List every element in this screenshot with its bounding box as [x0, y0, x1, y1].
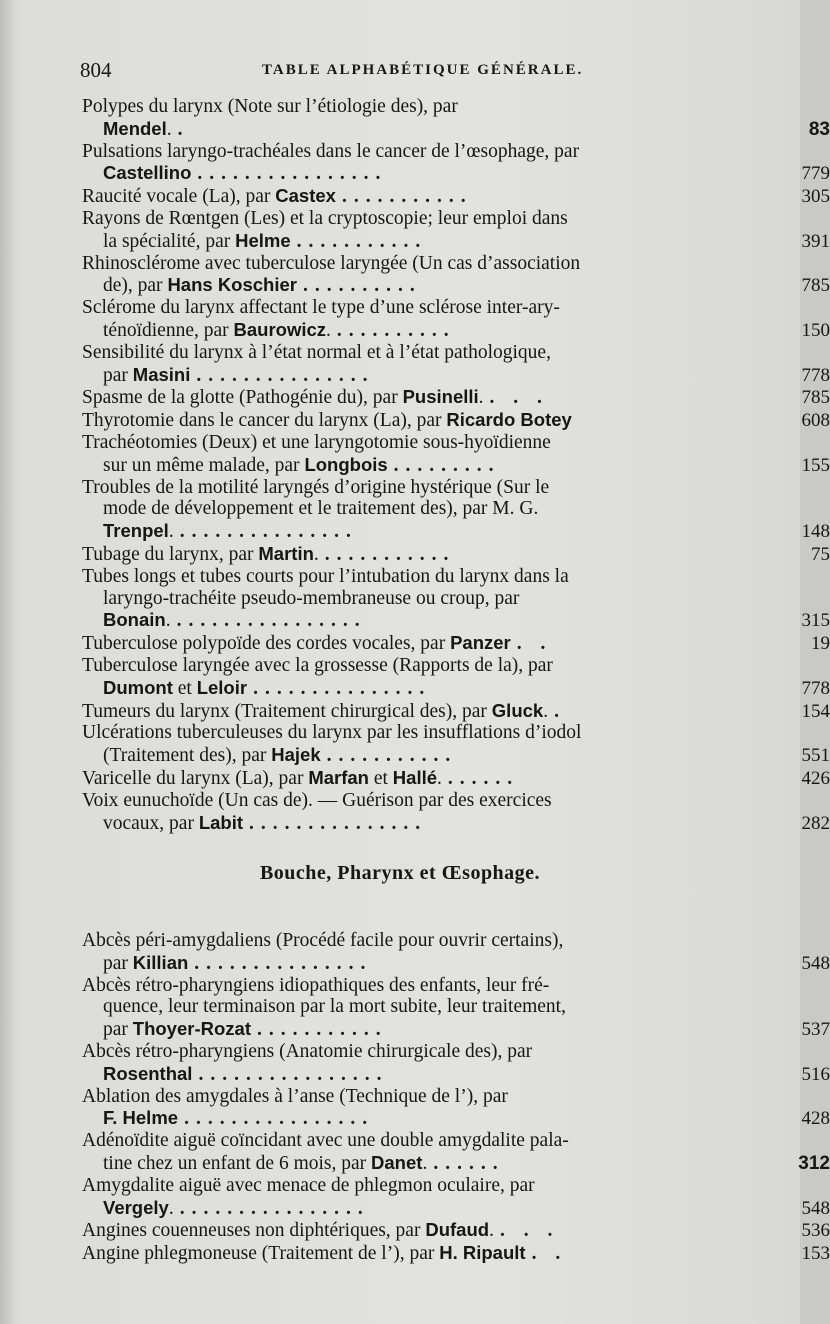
author-name: Labit — [198, 811, 244, 833]
index-entry — [82, 140, 830, 186]
leader-dots: ............... — [196, 364, 375, 386]
punctuation: . — [478, 387, 484, 409]
index-entry — [82, 789, 830, 835]
author-name: Danet — [371, 1151, 423, 1173]
entry-text: ténoïdienne, par — [103, 319, 234, 341]
entry-text-line — [82, 141, 714, 163]
punctuation: . — [489, 1220, 494, 1242]
entry-text: Polypes du larynx (Note sur l’étiologie des), par — [82, 96, 458, 117]
entry-text-line — [82, 1152, 714, 1175]
author-name: Masini — [132, 363, 191, 385]
entry-text: Tumeurs du larynx (Traitement chirurgical des), par — [82, 700, 492, 722]
author-name: Marfan — [308, 766, 369, 788]
index-entry — [82, 1130, 830, 1175]
page-reference: 785 — [801, 387, 830, 409]
leader-dots: . . . — [499, 1220, 560, 1242]
leader-dots: .......... — [302, 275, 422, 297]
author-name: Baurowicz — [233, 318, 327, 340]
entry-text-line — [82, 1219, 714, 1242]
index-entry — [82, 930, 830, 975]
entry-text-line — [82, 1041, 714, 1063]
index-entry — [82, 654, 830, 700]
index-entry — [82, 1040, 830, 1086]
entry-text: Sensibilité du larynx à l’état normal et à l’état pathologique, — [82, 341, 551, 363]
entry-text: Ulcérations tuberculeuses du larynx par les insufflations d’iodol — [82, 722, 582, 744]
entry-text-line — [82, 975, 714, 997]
index-entry — [82, 766, 830, 790]
entry-text: laryngo-trachéite pseudo-membraneuse ou croup, par — [103, 587, 520, 609]
author-name: Leloir — [196, 676, 248, 698]
entry-text-line — [82, 790, 714, 812]
index-entry — [82, 252, 830, 298]
leader-dots: ............... — [194, 952, 373, 974]
page-reference: 548 — [801, 1197, 830, 1219]
author-name: Gluck — [491, 699, 544, 721]
entry-text-line — [82, 364, 714, 387]
page-reference: 551 — [801, 745, 830, 767]
entry-text: Abcès rétro-pharyngiens idiopathiques des enfants, leur fré- — [82, 974, 550, 996]
page-reference: 305 — [801, 186, 830, 208]
page-reference: 148 — [801, 521, 830, 543]
entry-text-line — [82, 1018, 714, 1041]
index-entry — [82, 96, 830, 141]
author-name: Castex — [275, 185, 336, 207]
author-name: Ricardo Botey — [446, 409, 572, 431]
index-entry — [82, 1174, 830, 1220]
entry-text: quence, leur terminaison par la mort subite, leur traitement, — [103, 996, 566, 1018]
index-entry — [82, 409, 830, 432]
author-name: Longbois — [304, 453, 388, 475]
index-entry — [82, 542, 830, 566]
entry-text-line — [82, 722, 714, 744]
entry-text: la spécialité, par — [103, 230, 236, 252]
leader-dots: ...... — [447, 767, 520, 789]
index-entry — [82, 1219, 830, 1242]
entry-text: Thyrotomie dans le cancer du larynx (La), par — [82, 410, 447, 432]
entry-text: (Traitement des), par — [103, 745, 272, 767]
leader-dots: ................ — [176, 610, 367, 632]
leader-dots: ................ — [198, 1063, 389, 1085]
entry-text-line — [82, 543, 714, 566]
entry-text: Troubles de la motilité laryngés d’origine hystérique (Sur le — [82, 476, 550, 498]
leader-dots: . . — [516, 633, 553, 655]
page-reference: 536 — [801, 1220, 830, 1242]
page-reference: 83 — [808, 118, 830, 140]
entry-text: Tuberculose laryngée avec la grossesse (Rapports de la), par — [82, 654, 553, 676]
leader-dots: ................ — [179, 1197, 370, 1219]
page-reference: 282 — [801, 812, 830, 834]
page-reference: 537 — [801, 1019, 830, 1041]
author-name: Vergely — [103, 1196, 169, 1218]
leader-dots: . . . — [489, 387, 549, 409]
index-entry — [82, 185, 830, 208]
author-name: Hajek — [271, 744, 321, 766]
conjunction: et — [172, 677, 197, 699]
author-name: Martin — [258, 542, 314, 564]
entry-text: Raucité vocale (La), par — [82, 186, 276, 208]
author-name: Rosenthal — [103, 1062, 193, 1084]
page-reference: 548 — [801, 952, 830, 974]
punctuation: . — [543, 700, 549, 722]
entry-text-line — [82, 1063, 714, 1086]
entry-text: sur un même malade, par — [103, 454, 305, 476]
punctuation: . — [165, 610, 171, 632]
entry-text-line — [82, 230, 714, 253]
author-name: Killian — [132, 951, 189, 973]
author-name: Bonain — [103, 609, 166, 631]
punctuation: . — [168, 1197, 174, 1219]
leader-dots: .......... — [336, 319, 456, 341]
punctuation: . — [168, 521, 174, 543]
index-entry — [82, 565, 830, 632]
index-section-bouche — [82, 930, 830, 1265]
entry-text-line — [82, 208, 714, 230]
page-reference: 154 — [801, 700, 830, 722]
running-title: TABLE ALPHABÉTIQUE GÉNÉRALE. — [262, 62, 584, 78]
punctuation: . — [166, 118, 172, 140]
author-name: H. Ripault — [439, 1242, 526, 1264]
entry-text-line — [82, 253, 714, 275]
page-reference: 426 — [801, 767, 830, 789]
entry-text-line — [82, 952, 714, 975]
entry-text-line — [82, 1197, 714, 1220]
index-entry — [82, 297, 830, 342]
page-reference: 785 — [801, 275, 830, 297]
entry-text: Abcès péri-amygdaliens (Procédé facile pour ouvrir certains), — [82, 930, 564, 951]
entry-text-line — [82, 409, 714, 432]
leader-dots: ........... — [326, 745, 458, 767]
index-section-larynx — [82, 96, 830, 834]
author-name: Pusinelli — [402, 386, 479, 408]
author-name: Thoyer-Rozat — [132, 1018, 251, 1040]
page-reference: 778 — [801, 677, 830, 699]
entry-text-line — [82, 1086, 714, 1108]
index-entry — [82, 722, 830, 767]
author-name: Helme — [235, 229, 291, 251]
leader-dots: ........... — [324, 543, 456, 565]
index-entry — [82, 699, 830, 723]
page-number: 804 — [80, 58, 112, 82]
entry-text: Abcès rétro-pharyngiens (Anatomie chirurgicale des), par — [82, 1040, 533, 1062]
entry-text: Rhinosclérome avec tuberculose laryngée (Un cas d’association — [82, 252, 581, 274]
entry-text-line — [82, 319, 714, 342]
page-reference: 778 — [801, 364, 830, 386]
page-reference: 608 — [801, 410, 830, 432]
author-name: Dumont — [103, 676, 173, 698]
author-name: F. Helme — [103, 1107, 179, 1129]
author-name: Dufaud — [425, 1219, 490, 1241]
entry-text: par — [103, 364, 133, 386]
entry-text: Voix eunuchoïde (Un cas de). — Guérison par des exercices — [82, 789, 552, 811]
index-entry — [82, 431, 830, 477]
entry-text: de), par — [103, 275, 168, 297]
punctuation: . — [437, 767, 442, 789]
entry-text-line — [82, 1107, 714, 1130]
punctuation: . — [313, 543, 319, 565]
leader-dots: ......... — [393, 454, 501, 476]
entry-text-line — [82, 162, 714, 185]
page-reference: 779 — [801, 163, 830, 185]
section-heading: Bouche, Pharynx et Œsophage. — [259, 862, 541, 884]
entry-text-line — [82, 297, 714, 319]
leader-dots: ............... — [179, 521, 358, 543]
leader-dots: . — [554, 700, 566, 722]
entry-text: Spasme de la glotte (Pathogénie du), par — [82, 387, 403, 409]
entry-text-line — [82, 342, 714, 364]
entry-text-line — [82, 700, 714, 723]
entry-text: Tuberculose polypoïde des cordes vocales, par — [82, 633, 451, 655]
entry-text-line — [82, 996, 714, 1018]
leader-dots: ................ — [197, 163, 388, 185]
punctuation: . — [422, 1152, 428, 1174]
entry-text-line — [82, 677, 714, 700]
entry-text-line — [82, 1130, 714, 1152]
entry-text-line — [82, 744, 714, 767]
entry-text-line — [82, 655, 714, 677]
page-reference: 153 — [801, 1243, 830, 1265]
author-name: Mendel — [103, 117, 167, 139]
index-entry — [82, 341, 830, 387]
entry-text-line — [82, 609, 714, 632]
entry-text-line — [82, 96, 714, 118]
page-reference: 315 — [801, 610, 830, 632]
index-entry — [82, 476, 830, 543]
entry-text-line — [82, 566, 714, 588]
leader-dots: . . — [531, 1243, 568, 1265]
author-name: Castellino — [103, 162, 192, 184]
entry-text-line — [82, 1242, 714, 1265]
entry-text: par — [103, 952, 133, 974]
page-header — [80, 58, 770, 88]
leader-dots: ........... — [256, 1019, 388, 1041]
entry-text-line — [82, 477, 714, 499]
entry-text-line — [82, 520, 714, 543]
entry-text-line — [82, 386, 714, 409]
entry-text: Tubes longs et tubes courts pour l’intubation du larynx dans la — [82, 565, 569, 587]
leader-dots: ............... — [253, 677, 432, 699]
entry-text: par — [103, 1019, 133, 1041]
punctuation: . — [326, 319, 331, 341]
index-entry — [82, 386, 830, 409]
entry-text: Varicelle du larynx (La), par — [82, 767, 309, 789]
page-reference: 75 — [811, 543, 830, 565]
entry-text-line — [82, 930, 714, 952]
entry-text: Amygdalite aiguë avec menace de phlegmon oculaire, par — [82, 1174, 535, 1196]
page-reference: 391 — [801, 230, 830, 252]
leader-dots: ........... — [341, 186, 473, 208]
index-entry — [82, 207, 830, 253]
entry-text-line — [82, 588, 714, 610]
entry-text: Trachéotomies (Deux) et une laryngotomie sous-hyoïdienne — [82, 431, 551, 453]
index-entry — [82, 974, 830, 1041]
entry-text: Angine phlegmoneuse (Traitement de l’), par — [82, 1243, 440, 1265]
index-entry — [82, 632, 830, 655]
page-reference: 312 — [798, 1152, 830, 1174]
leader-dots: ...... — [433, 1152, 505, 1174]
entry-text: Adénoïdite aiguë coïncidant avec une double amygdalite pala- — [82, 1130, 569, 1152]
author-name: Trenpel — [103, 520, 169, 542]
leader-dots: ............... — [249, 812, 428, 834]
conjunction: et — [368, 767, 393, 789]
page-reference: 150 — [801, 319, 830, 341]
author-name: Panzer — [450, 632, 511, 654]
entry-text: Rayons de Rœntgen (Les) et la cryptoscopie; leur emploi dans — [82, 207, 568, 229]
index-entry — [82, 1242, 830, 1265]
entry-text: Angines couenneuses non diphtériques, par — [82, 1220, 426, 1242]
entry-text: Tubage du larynx, par — [82, 543, 259, 565]
entry-text: tine chez un enfant de 6 mois, par — [103, 1152, 372, 1174]
entry-text-line — [82, 274, 714, 297]
entry-text-line — [82, 498, 714, 520]
entry-text-line — [82, 454, 714, 477]
index-entry — [82, 1085, 830, 1131]
entry-text: Sclérome du larynx affectant le type d’une sclérose inter-ary- — [82, 297, 560, 319]
author-name: Hans Koschier — [167, 274, 297, 296]
entry-text-line — [82, 767, 714, 790]
entry-text: Pulsations laryngo-trachéales dans le cancer de l’œsophage, par — [82, 140, 580, 162]
entry-text-line — [82, 432, 714, 454]
entry-text-line — [82, 812, 714, 835]
entry-text-line — [82, 632, 714, 655]
entry-text-line — [82, 185, 714, 208]
entry-text: Ablation des amygdales à l’anse (Technique de l’), par — [82, 1085, 508, 1107]
leader-dots: ................ — [184, 1108, 375, 1130]
page-reference: 19 — [811, 633, 830, 655]
author-name: Hallé — [392, 766, 438, 788]
leader-dots: . — [177, 118, 190, 140]
page-reference: 155 — [801, 454, 830, 476]
entry-text-line — [82, 1175, 714, 1197]
entry-text: mode de développement et le traitement des), par M. G. — [103, 498, 539, 520]
page-reference: 428 — [801, 1108, 830, 1130]
leader-dots: ........... — [296, 230, 428, 252]
entry-text: vocaux, par — [103, 812, 199, 834]
page-reference: 516 — [801, 1063, 830, 1085]
entry-text-line — [82, 118, 714, 141]
